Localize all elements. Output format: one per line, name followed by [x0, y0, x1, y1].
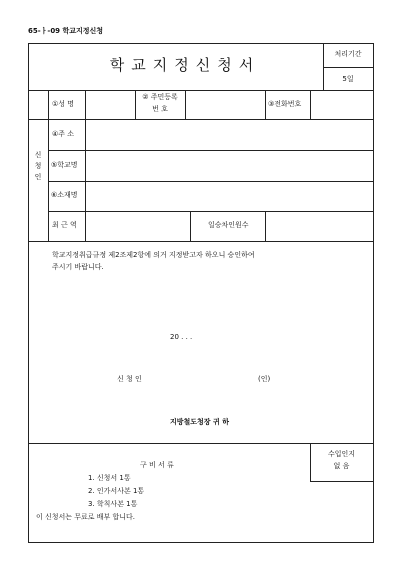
document-item-2: 2. 인가서사본 1통	[88, 487, 145, 495]
processing-label: 처리기간	[334, 50, 362, 58]
stamp-label: 수입인지	[327, 450, 356, 458]
applicant-label-2: 청	[34, 162, 42, 170]
school-name-label: ⑤학교명	[51, 161, 78, 169]
name-label: ①성 명	[52, 100, 75, 108]
resident-no-label-1: ② 주민등록	[142, 93, 178, 101]
body-line-1: 학교지정취급규정 제2조제2항에 의거 지정받고자 하오니 승인하여	[52, 251, 255, 259]
phone-label: ③전화번호	[268, 100, 302, 108]
address-label: ④주 소	[52, 130, 75, 138]
documents-heading: 구 비 서 류	[140, 461, 174, 469]
location-label: ⑥소재명	[51, 191, 78, 199]
applicant-label-3: 인	[34, 173, 42, 181]
processing-value: 5일	[342, 75, 354, 83]
document-item-3: 3. 학칙사본 1통	[88, 500, 138, 508]
applicant-label-1: 신	[34, 151, 42, 159]
applicant-sign: 신 청 인	[117, 375, 142, 383]
body-line-2: 주시기 바랍니다.	[52, 263, 104, 271]
stamp-value: 없 음	[333, 462, 350, 470]
fee-note: 이 신청서는 무료로 배부 합니다.	[36, 513, 136, 521]
addressee: 지방철도청장 귀 하	[170, 418, 229, 426]
date-text: 20 . . .	[170, 333, 193, 341]
document-item-1: 1. 신청서 1통	[88, 474, 131, 482]
approved-count-label: 일승차인원수	[208, 221, 249, 229]
page-title: 학교지정신청서	[109, 56, 261, 74]
recent-record-label: 최 근 역	[52, 221, 77, 229]
seal-mark: (인)	[258, 375, 271, 383]
resident-no-label-2: 번 호	[152, 105, 168, 113]
form-code: 65-ㅏ-09 학교지정신청	[28, 27, 104, 35]
